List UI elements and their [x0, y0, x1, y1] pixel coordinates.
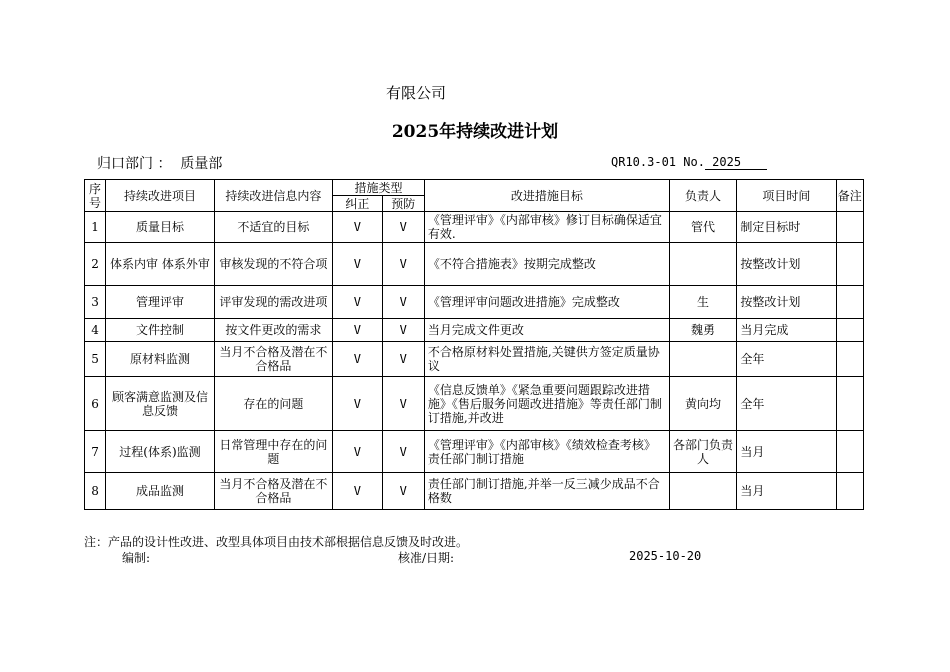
- cell-remark: [836, 377, 863, 431]
- header-item: 持续改进项目: [106, 180, 215, 212]
- cell-info: 存在的问题: [214, 377, 332, 431]
- header-time: 项目时间: [737, 180, 836, 212]
- cell-corrective: V: [333, 342, 383, 377]
- cell-owner: 黄向均: [669, 377, 737, 431]
- cell-info: 日常管理中存在的问题: [214, 431, 332, 473]
- table-row: [85, 473, 864, 510]
- cell-corrective: V: [333, 243, 383, 286]
- cell-corrective: V: [333, 319, 383, 342]
- cell-owner: 管代: [669, 212, 737, 243]
- table-row: [85, 319, 864, 342]
- cell-seq: 2: [85, 243, 106, 286]
- cell-seq: 7: [85, 431, 106, 473]
- cell-goal: 《信息反馈单》《紧急重要问题跟踪改进措施》《售后服务问题改进措施》等责任部门制订措施,并改进: [424, 377, 669, 431]
- header-seq: 序号: [85, 180, 106, 212]
- company-name: 有限公司: [386, 84, 447, 102]
- approve-label: 核准/日期:: [398, 551, 455, 565]
- cell-owner: 各部门负责人: [669, 431, 737, 473]
- cell-time: 当月: [737, 431, 836, 473]
- cell-time: 当月: [737, 473, 836, 510]
- compiled-label: 编制:: [122, 551, 151, 565]
- cell-seq: 1: [85, 212, 106, 243]
- header-goal: 改进措施目标: [424, 180, 669, 212]
- cell-item: 管理评审: [106, 286, 215, 319]
- table-row: [85, 431, 864, 473]
- cell-info: 当月不合格及潜在不合格品: [214, 473, 332, 510]
- footnote: 注：产品的设计性改进、改型具体项目由技术部根据信息反馈及时改进。: [84, 535, 469, 549]
- cell-goal: 《管理评审问题改进措施》完成整改: [424, 286, 669, 319]
- cell-time: 全年: [737, 342, 836, 377]
- table-row: [85, 286, 864, 319]
- cell-preventive: V: [382, 243, 424, 286]
- header-preventive: 预防: [382, 196, 424, 212]
- cell-corrective: V: [333, 431, 383, 473]
- table-row: [85, 377, 864, 431]
- cell-remark: [836, 473, 863, 510]
- cell-item: 成品监测: [106, 473, 215, 510]
- cell-goal: 《管理评审》《内部审核》《绩效检查考核》责任部门制订措施: [424, 431, 669, 473]
- cell-corrective: V: [333, 473, 383, 510]
- cell-item: 体系内审 体系外审: [106, 243, 215, 286]
- form-code-line: [611, 155, 767, 170]
- cell-seq: 6: [85, 377, 106, 431]
- cell-time: 当月完成: [737, 319, 836, 342]
- cell-goal: 不合格原材料处置措施,关键供方签定质量协议: [424, 342, 669, 377]
- cell-owner: [669, 243, 737, 286]
- cell-time: 按整改计划: [737, 243, 836, 286]
- cell-info: 当月不合格及潜在不合格品: [214, 342, 332, 377]
- cell-preventive: V: [382, 431, 424, 473]
- cell-item: 质量目标: [106, 212, 215, 243]
- cell-preventive: V: [382, 473, 424, 510]
- cell-item: 原材料监测: [106, 342, 215, 377]
- document-date: 2025-10-20: [629, 549, 702, 563]
- cell-seq: 5: [85, 342, 106, 377]
- cell-goal: 责任部门制订措施,并举一反三减少成品不合格数: [424, 473, 669, 510]
- cell-time: 按整改计划: [737, 286, 836, 319]
- cell-seq: 3: [85, 286, 106, 319]
- header-remark: 备注: [836, 180, 863, 212]
- cell-preventive: V: [382, 212, 424, 243]
- cell-corrective: V: [333, 286, 383, 319]
- cell-goal: 《管理评审》《内部审核》修订目标确保适宜有效.: [424, 212, 669, 243]
- header-corrective: 纠正: [333, 196, 383, 212]
- cell-preventive: V: [382, 319, 424, 342]
- department-label: 归口部门 ：: [97, 156, 172, 172]
- header-measure-type: 措施类型: [333, 180, 425, 196]
- cell-owner: 魏勇: [669, 319, 737, 342]
- cell-time: 全年: [737, 377, 836, 431]
- cell-owner: [669, 473, 737, 510]
- table-row: [85, 243, 864, 286]
- department-line: [97, 153, 222, 173]
- cell-preventive: V: [382, 342, 424, 377]
- cell-item: 文件控制: [106, 319, 215, 342]
- cell-owner: [669, 342, 737, 377]
- cell-remark: [836, 212, 863, 243]
- form-code: QR10.3-01 No.: [611, 155, 705, 169]
- cell-remark: [836, 243, 863, 286]
- cell-info: 按文件更改的需求: [214, 319, 332, 342]
- department-value: 质量部: [180, 156, 223, 172]
- cell-seq: 4: [85, 319, 106, 342]
- cell-info: 评审发现的需改进项: [214, 286, 332, 319]
- cell-info: 审核发现的不符合项: [214, 243, 332, 286]
- cell-remark: [836, 319, 863, 342]
- cell-time: 制定目标时: [737, 212, 836, 243]
- table-row: [85, 212, 864, 243]
- page-title: 2025年持续改进计划: [391, 122, 559, 142]
- cell-remark: [836, 342, 863, 377]
- cell-goal: 当月完成文件更改: [424, 319, 669, 342]
- cell-item: 顾客满意监测及信息反馈: [106, 377, 215, 431]
- cell-preventive: V: [382, 286, 424, 319]
- header-info: 持续改进信息内容: [214, 180, 332, 212]
- cell-goal: 《不符合措施表》按期完成整改: [424, 243, 669, 286]
- cell-owner: 生: [669, 286, 737, 319]
- cell-corrective: V: [333, 212, 383, 243]
- cell-remark: [836, 431, 863, 473]
- cell-seq: 8: [85, 473, 106, 510]
- cell-info: 不适宜的目标: [214, 212, 332, 243]
- cell-preventive: V: [382, 377, 424, 431]
- improvement-plan-table: [84, 179, 864, 510]
- cell-item: 过程(体系)监测: [106, 431, 215, 473]
- cell-remark: [836, 286, 863, 319]
- header-owner: 负责人: [669, 180, 737, 212]
- table-row: [85, 342, 864, 377]
- cell-corrective: V: [333, 377, 383, 431]
- form-number: 2025: [705, 155, 767, 170]
